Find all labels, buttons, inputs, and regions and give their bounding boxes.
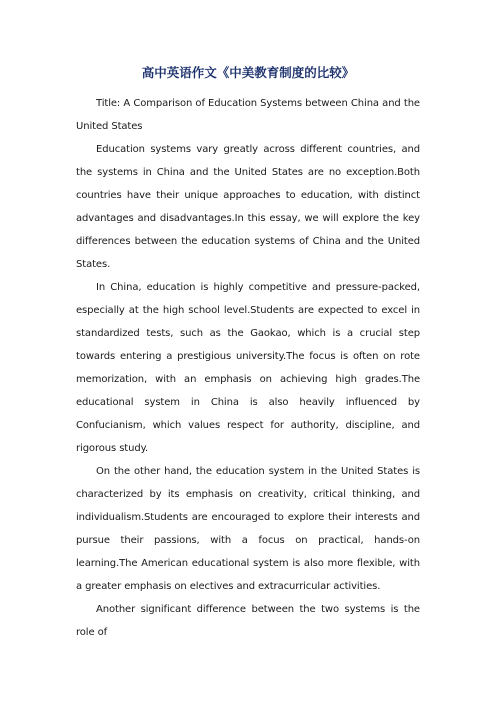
document-title: 高中英语作文《中美教育制度的比较》 — [141, 65, 355, 80]
paragraph-intro: Education systems vary greatly across different countries, and the systems in China and the United States are no exception.Both countries have their unique approaches to education, with distinct advantages and disadvantages.In this essay, we will explore the key differences between the education systems of China and the United States. — [76, 144, 420, 270]
essay-title-line: Title: A Comparison of Education Systems between China and the United States — [76, 98, 420, 132]
paragraph-united-states: On the other hand, the education system in the United States is characterized by its emphasis on creativity, critical thinking, and individualism.Students are encouraged to explore their interests and pursue their passions, with a focus on practical, hands-on learning.The American educational system is also more flexible, with a greater emphasis on electives and extracurricular activities. — [76, 466, 420, 592]
paragraph-difference: Another significant difference between the two systems is the role of — [76, 604, 420, 638]
paragraph-china: In China, education is highly competitive and pressure-packed, especially at the high school level.Students are expected to excel in standardized tests, such as the Gaokao, which is a crucial step towards entering a prestigious university.The focus is often on rote memorization, with an emphasis on achieving high grades.The educational system in China is also heavily influenced by Confucianism, which values respect for authority, discipline, and rigorous study. — [76, 282, 420, 454]
